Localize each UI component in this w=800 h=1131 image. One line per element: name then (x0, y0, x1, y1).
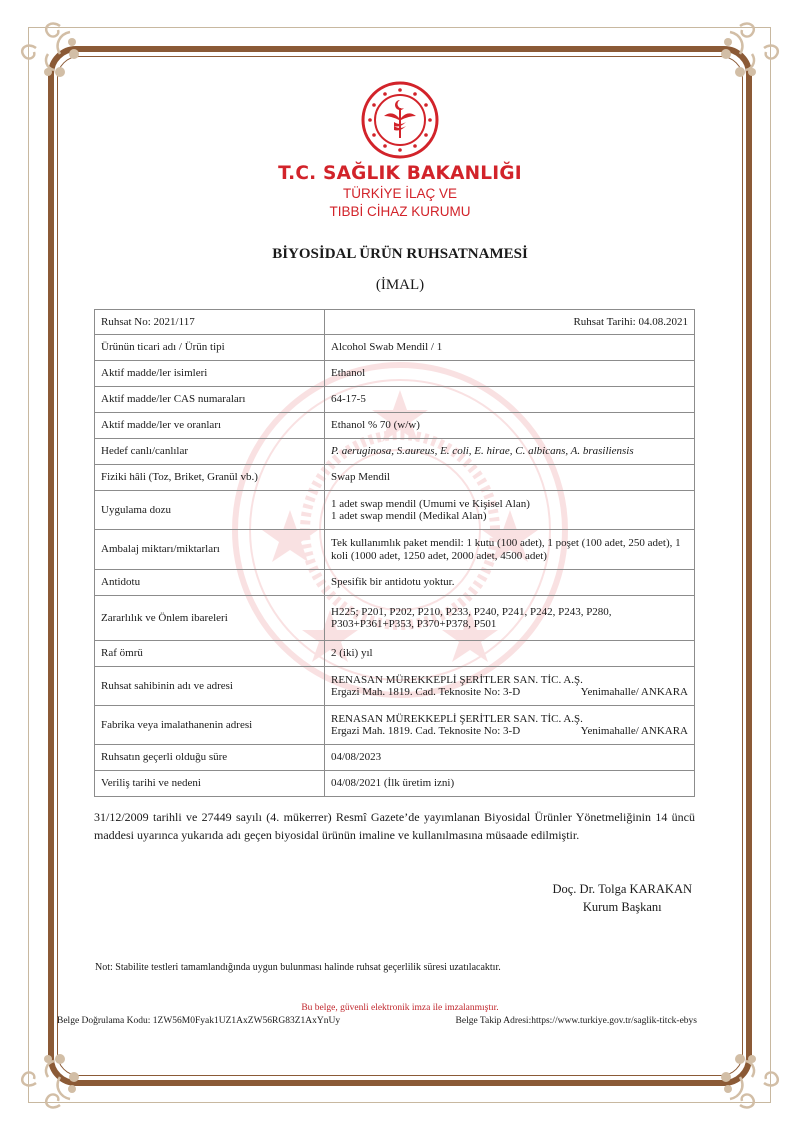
row-label: Ruhsatın geçerli olduğu süre (95, 745, 325, 771)
row-value: 04/08/2021 (İlk üretim izni) (325, 771, 695, 797)
organization-subtitle-line1: TÜRKİYE İLAÇ VE (342, 186, 458, 201)
row-label: Aktif madde/ler CAS numaraları (95, 387, 325, 413)
row-label: Veriliş tarihi ve nedeni (95, 771, 325, 797)
verification-code: Belge Doğrulama Kodu: 1ZW56M0Fyak1UZ1AxZW56RG83Z1AxYnUy (57, 1016, 341, 1026)
company-street: Ergazi Mah. 1819. Cad. Teknosite No: 3-D (331, 686, 521, 698)
row-value: Spesifik bir antidotu yoktur. (325, 570, 695, 596)
table-row (95, 413, 695, 439)
row-value: Swap Mendil (325, 465, 695, 491)
license-date: Ruhsat Tarihi: 04.08.2021 (325, 310, 695, 335)
row-value: Ethanol (325, 361, 695, 387)
dose-line-1: 1 adet swap mendil (Umumi ve Kişisel Alan) (331, 497, 530, 510)
row-value: P. aeruginosa, S.aureus, E. coli, E. hirae, C. albicans, A. brasiliensis (325, 439, 695, 465)
row-label: Aktif madde/ler isimleri (95, 361, 325, 387)
document-title: BİYOSİDAL ÜRÜN RUHSATNAMESİ (272, 246, 528, 262)
table-row (95, 310, 695, 335)
row-value: H225; P201, P202, P210, P233, P240, P241, P242, P243, P280, P303+P361+P353, P370+P378, P501 (325, 596, 695, 641)
ministry-emblem-icon (360, 80, 440, 160)
row-label: Zararlılık ve Önlem ibareleri (95, 596, 325, 641)
signer-name: Doç. Dr. Tolga KARAKAN (552, 882, 692, 896)
row-value (325, 706, 695, 745)
row-value: Alcohol Swab Mendil / 1 (325, 335, 695, 361)
ornament-corner-icon (716, 1047, 786, 1117)
row-label: Antidotu (95, 570, 325, 596)
row-label: Fabrika veya imalathanenin adresi (95, 706, 325, 745)
legal-basis-paragraph: 31/12/2009 tarihli ve 27449 sayılı (4. mükerrer) Resmî Gazete’de yayımlanan Biyosidal Ürünler Yönetmeliğinin 14 üncü maddesi uyarınca yukarıda adı geçen biyosidal ürünün imaline ve kullanılmasına müsaade edilmiştir. (94, 810, 695, 842)
table-row (95, 387, 695, 413)
ornament-corner-icon (716, 14, 786, 84)
signature-block (552, 880, 692, 916)
table-row (95, 530, 695, 570)
factory-street: Ergazi Mah. 1819. Cad. Teknosite No: 3-D (331, 725, 521, 737)
table-row (95, 771, 695, 797)
license-number: Ruhsat No: 2021/117 (95, 310, 325, 335)
row-label: Fiziki hâli (Toz, Briket, Granül vb.) (95, 465, 325, 491)
table-row (95, 491, 695, 530)
license-details-table (94, 309, 695, 797)
row-value: Ethanol % 70 (w/w) (325, 413, 695, 439)
table-row (95, 570, 695, 596)
organization-name: T.C. SAĞLIK BAKANLIĞI (278, 163, 522, 184)
company-name: RENASAN MÜREKKEPLİ ŞERİTLER SAN. TİC. A.Ş. (331, 673, 583, 686)
organization-subtitle-line2: TIBBİ CİHAZ KURUMU (329, 204, 471, 219)
row-value: 64-17-5 (325, 387, 695, 413)
row-value (325, 667, 695, 706)
row-value: Tek kullanımlık paket mendil: 1 kutu (100 adet), 1 poşet (100 adet, 250 adet), 1 koli (1000 adet, 1250 adet, 2000 adet, 4500 adet) (325, 530, 695, 570)
e-signature-notice: Bu belge, güvenli elektronik imza ile imzalanmıştır. (301, 1003, 499, 1013)
table-row (95, 706, 695, 745)
table-row (95, 361, 695, 387)
document-subtitle: (İMAL) (375, 277, 425, 293)
ornament-corner-icon (14, 14, 84, 84)
row-label: Raf ömrü (95, 641, 325, 667)
table-row (95, 641, 695, 667)
row-value (325, 491, 695, 530)
row-label: Uygulama dozu (95, 491, 325, 530)
table-row (95, 667, 695, 706)
row-value: 04/08/2023 (325, 745, 695, 771)
table-row (95, 465, 695, 491)
table-row (95, 439, 695, 465)
row-label: Aktif madde/ler ve oranları (95, 413, 325, 439)
factory-city: Yenimahalle/ ANKARA (580, 725, 688, 737)
row-label: Hedef canlı/canlılar (95, 439, 325, 465)
company-city: Yenimahalle/ ANKARA (580, 686, 688, 698)
verification-footer (57, 1016, 697, 1026)
row-label: Ambalaj miktarı/miktarları (95, 530, 325, 570)
signer-title: Kurum Başkanı (582, 900, 662, 914)
table-row (95, 596, 695, 641)
dose-line-2: 1 adet swap mendil (Medikal Alan) (331, 510, 487, 522)
stability-note: Not: Stabilite testleri tamamlandığında uygun bulunması halinde ruhsat geçerlilik süresi uzatılacaktır. (95, 962, 501, 973)
table-row (95, 335, 695, 361)
row-value: 2 (iki) yıl (325, 641, 695, 667)
ornament-corner-icon (14, 1047, 84, 1117)
row-label: Ruhsat sahibinin adı ve adresi (95, 667, 325, 706)
tracking-address-link[interactable]: Belge Takip Adresi:https://www.turkiye.gov.tr/saglik-titck-ebys (455, 1016, 697, 1026)
table-row (95, 745, 695, 771)
factory-name: RENASAN MÜREKKEPLİ ŞERİTLER SAN. TİC. A.Ş. (331, 712, 583, 725)
row-label: Ürünün ticari adı / Ürün tipi (95, 335, 325, 361)
